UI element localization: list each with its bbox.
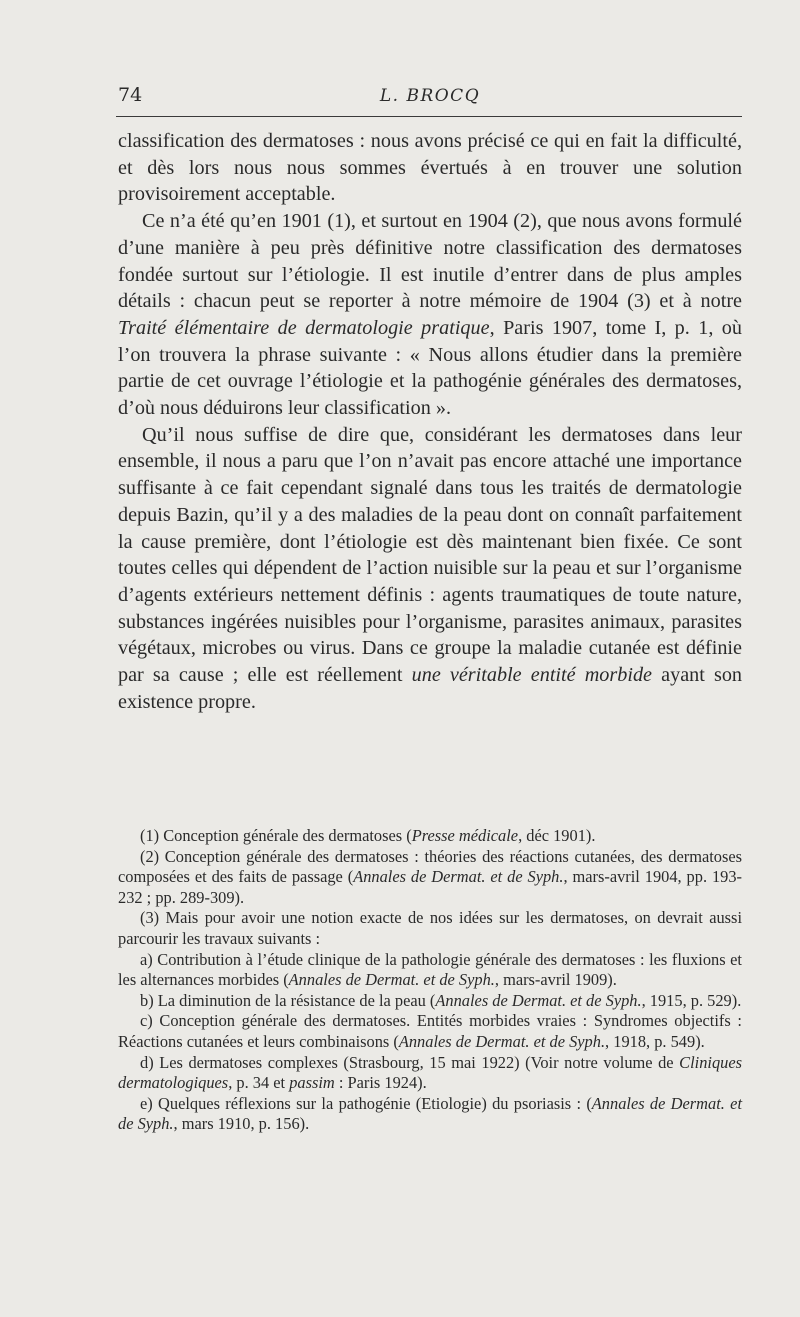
running-head: L. BROCQ xyxy=(379,86,481,106)
footnote-1: (1) Conception générale des dermatoses (Presse médicale, déc 1901). xyxy=(140,826,596,845)
page-header xyxy=(118,84,742,112)
book-title: Traité élémentaire de dermatologie pratique xyxy=(118,316,490,339)
page-number: 74 xyxy=(118,84,143,106)
paragraph-2: Ce n’a été qu’en 1901 (1), et surtout en 1904 (2), que nous avons formulé d’une manière à peu près définitive notre classification des dermatoses fondée surtout sur l’étiologie. Il est inutile d’entrer dans de plus amples détails : chacun peut se reporter à notre mémoire de 1904 (3) et à notre Traité élémentaire de dermatologie pratique, Paris 1907, tome I, p. 1, où l’on trouvera la phrase suivante : « Nous allons étudier dans la première partie de cet ouvrage l’étiologie et la pathogénie générales des dermatoses, d’où nous déduirons leur classification ». xyxy=(118,210,742,420)
footnote-3: (3) Mais pour avoir une notion exacte de nos idées sur les dermatoses, on devrait aussi parcourir les travaux suivants : xyxy=(118,908,742,948)
footnote-3a: a) Contribution à l’étude clinique de la pathologie générale des dermatoses : les fluxions et les alternances morbides (Annales de Dermat. et de Syph., mars-avril 1909). xyxy=(118,949,742,990)
footnote-3d: d) Les dermatoses complexes (Strasbourg, 15 mai 1922) (Voir notre volume de Cliniques dermatologiques, p. 34 et passim : Paris 1924). xyxy=(118,1052,742,1093)
footnote-3b: b) La diminution de la résistance de la peau (Annales de Dermat. et de Syph., 1915, p. 529). xyxy=(140,990,742,1010)
footnote-2: (2) Conception générale des dermatoses : théories des réactions cutanées, des dermatoses composées et des faits de passage (Annales de Dermat. et de Syph., mars-avril 1904, pp. 193-232 ; pp. 289-309). xyxy=(118,846,742,907)
footnotes xyxy=(118,826,742,1135)
paragraph-1: classification des dermatoses : nous avons précisé ce qui en fait la difficulté, et dès lors nous nous sommes évertués à en trouver une solution provisoirement acceptable. xyxy=(118,130,742,206)
emphasis-phrase: une véritable entité morbide xyxy=(411,664,653,687)
footnote-3e: e) Quelques réflexions sur la pathogénie (Etiologie) du psoriasis : (Annales de Dermat. et de Syph., mars 1910, p. 156). xyxy=(118,1093,742,1134)
header-rule xyxy=(116,116,742,117)
main-text xyxy=(118,128,742,715)
paragraph-3: Qu’il nous suffise de dire que, considérant les dermatoses dans leur ensemble, il nous a paru que l’on n’avait pas encore attaché une importance suffisante à ce fait cependant signalé dans tous les traités de dermatologie depuis Bazin, qu’il y a des maladies de la peau dont on connaît parfaitement la cause première, dont l’étiologie est dès maintenant bien fixée. Ce sont toutes celles qui dépendent de l’action nuisible sur la peau et sur l’organisme d’agents extérieurs nettement définis : agents traumatiques de toute nature, substances ingérées nuisibles pour l’organisme, parasites animaux, parasites végétaux, microbes ou virus. Dans ce groupe la maladie cutanée est définie par sa cause ; elle est réellement une véritable entité morbide ayant son existence propre. xyxy=(118,423,743,713)
footnote-3c: c) Conception générale des dermatoses. Entités morbides vraies : Syndromes objectifs : Réactions cutanées et leurs combinaisons (Annales de Dermat. et de Syph., 1918, p. 549). xyxy=(118,1011,742,1051)
